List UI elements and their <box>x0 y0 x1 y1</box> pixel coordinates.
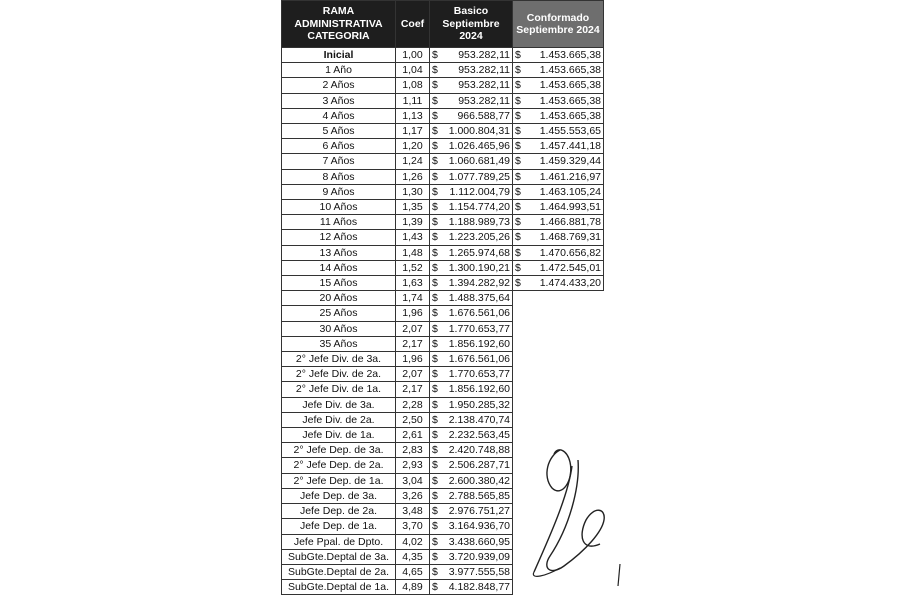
table-row <box>282 382 604 397</box>
cell-category: 30 Años <box>282 321 396 336</box>
currency-symbol: $ <box>515 64 521 77</box>
currency-symbol: $ <box>432 565 438 578</box>
currency-symbol: $ <box>432 201 438 214</box>
cell-category: 7 Años <box>282 154 396 169</box>
currency-symbol: $ <box>515 261 521 274</box>
currency-symbol: $ <box>432 444 438 457</box>
cell-category: 11 Años <box>282 215 396 230</box>
cell-conformado <box>513 139 604 154</box>
basico-value: 3.977.555,58 <box>448 565 510 578</box>
table-header-row <box>282 1 604 48</box>
cell-coef: 4,35 <box>396 549 430 564</box>
cell-category: 20 Años <box>282 291 396 306</box>
cell-basico <box>430 321 513 336</box>
cell-basico <box>430 276 513 291</box>
currency-symbol: $ <box>432 140 438 153</box>
cell-basico <box>430 352 513 367</box>
currency-symbol: $ <box>515 185 521 198</box>
cell-basico <box>430 63 513 78</box>
cell-coef: 2,28 <box>396 397 430 412</box>
cell-conformado <box>513 215 604 230</box>
conformado-value: 1.468.769,31 <box>539 231 601 244</box>
cell-empty <box>513 352 604 367</box>
cell-basico <box>430 397 513 412</box>
currency-symbol: $ <box>432 307 438 320</box>
currency-symbol: $ <box>515 94 521 107</box>
currency-symbol: $ <box>432 368 438 381</box>
cell-coef: 1,96 <box>396 306 430 321</box>
basico-value: 4.182.848,77 <box>448 581 510 594</box>
cell-coef: 1,35 <box>396 200 430 215</box>
cell-coef: 1,04 <box>396 63 430 78</box>
currency-symbol: $ <box>432 125 438 138</box>
conformado-value: 1.455.553,65 <box>539 125 601 138</box>
currency-symbol: $ <box>432 398 438 411</box>
cell-coef: 1,63 <box>396 276 430 291</box>
cell-basico <box>430 519 513 534</box>
cell-category: 8 Años <box>282 169 396 184</box>
conformado-value: 1.453.665,38 <box>539 49 601 61</box>
currency-symbol: $ <box>432 277 438 290</box>
cell-category: 2° Jefe Div. de 1a. <box>282 382 396 397</box>
cell-category: 2 Años <box>282 78 396 93</box>
cell-conformado <box>513 276 604 291</box>
basico-value: 1.077.789,25 <box>448 170 510 183</box>
cell-coef: 3,26 <box>396 488 430 503</box>
basico-value: 1.856.192,60 <box>448 337 510 350</box>
cell-coef: 1,39 <box>396 215 430 230</box>
table-row <box>282 108 604 123</box>
cell-empty <box>513 397 604 412</box>
currency-symbol: $ <box>432 79 438 92</box>
cell-coef: 1,26 <box>396 169 430 184</box>
cell-basico <box>430 78 513 93</box>
basico-value: 1.676.561,06 <box>448 307 510 320</box>
currency-symbol: $ <box>432 474 438 487</box>
table-row <box>282 78 604 93</box>
basico-value: 3.720.939,09 <box>448 550 510 563</box>
table-row <box>282 260 604 275</box>
currency-symbol: $ <box>432 155 438 168</box>
table-row <box>282 367 604 382</box>
cell-conformado <box>513 48 604 63</box>
cell-conformado <box>513 230 604 245</box>
cell-conformado <box>513 169 604 184</box>
currency-symbol: $ <box>432 520 438 533</box>
cell-coef: 2,83 <box>396 443 430 458</box>
basico-value: 2.232.563,45 <box>448 429 510 442</box>
cell-category: 35 Años <box>282 336 396 351</box>
cell-empty <box>513 321 604 336</box>
table-row <box>282 184 604 199</box>
basico-value: 1.856.192,60 <box>448 383 510 396</box>
header-category: RAMA ADMINISTRATIVA CATEGORIA <box>282 1 396 48</box>
table-row <box>282 276 604 291</box>
header-coef: Coef <box>396 1 430 48</box>
currency-symbol: $ <box>432 581 438 594</box>
currency-symbol: $ <box>515 170 521 183</box>
basico-value: 953.282,11 <box>458 49 510 61</box>
table-row <box>282 124 604 139</box>
currency-symbol: $ <box>432 185 438 198</box>
currency-symbol: $ <box>432 535 438 548</box>
cell-basico <box>430 108 513 123</box>
header-conformado: Conformado Septiembre 2024 <box>513 1 604 48</box>
cell-category: 3 Años <box>282 93 396 108</box>
cell-conformado <box>513 154 604 169</box>
cell-category: 2° Jefe Div. de 3a. <box>282 352 396 367</box>
cell-coef: 4,89 <box>396 580 430 595</box>
table-row <box>282 245 604 260</box>
currency-symbol: $ <box>432 505 438 518</box>
cell-category: 2° Jefe Dep. de 2a. <box>282 458 396 473</box>
cell-basico <box>430 200 513 215</box>
cell-basico <box>430 549 513 564</box>
currency-symbol: $ <box>432 292 438 305</box>
cell-coef: 2,61 <box>396 428 430 443</box>
cell-basico <box>430 48 513 63</box>
basico-value: 1.000.804,31 <box>448 125 510 138</box>
currency-symbol: $ <box>432 231 438 244</box>
cell-basico <box>430 291 513 306</box>
cell-category: 13 Años <box>282 245 396 260</box>
cell-conformado <box>513 260 604 275</box>
cell-conformado <box>513 63 604 78</box>
cell-category: 1 Año <box>282 63 396 78</box>
cell-category: Jefe Ppal. de Dpto. <box>282 534 396 549</box>
table-row <box>282 321 604 336</box>
cell-basico <box>430 260 513 275</box>
cell-basico <box>430 124 513 139</box>
currency-symbol: $ <box>515 216 521 229</box>
currency-symbol: $ <box>432 337 438 350</box>
currency-symbol: $ <box>432 489 438 502</box>
conformado-value: 1.464.993,51 <box>539 201 601 214</box>
table-row <box>282 169 604 184</box>
cell-basico <box>430 367 513 382</box>
conformado-value: 1.472.545,01 <box>539 261 601 274</box>
cell-basico <box>430 154 513 169</box>
basico-value: 966.588,77 <box>457 109 510 122</box>
basico-value: 2.788.565,85 <box>448 489 510 502</box>
handwritten-signature <box>520 436 630 586</box>
cell-category: 12 Años <box>282 230 396 245</box>
basico-value: 1.770.653,77 <box>448 368 510 381</box>
cell-coef: 1,24 <box>396 154 430 169</box>
cell-empty <box>513 291 604 306</box>
basico-value: 1.300.190,21 <box>448 261 510 274</box>
header-basico: Basico Septiembre 2024 <box>430 1 513 48</box>
cell-empty <box>513 336 604 351</box>
cell-coef: 2,50 <box>396 412 430 427</box>
cell-basico <box>430 458 513 473</box>
cell-basico <box>430 488 513 503</box>
cell-coef: 3,04 <box>396 473 430 488</box>
basico-value: 1.026.465,96 <box>448 140 510 153</box>
cell-coef: 1,43 <box>396 230 430 245</box>
conformado-value: 1.470.656,82 <box>539 246 601 259</box>
cell-category: 15 Años <box>282 276 396 291</box>
cell-category: Jefe Div. de 2a. <box>282 412 396 427</box>
currency-symbol: $ <box>432 246 438 259</box>
cell-basico <box>430 580 513 595</box>
table-row <box>282 139 604 154</box>
basico-value: 2.506.287,71 <box>448 459 510 472</box>
cell-coef: 1,08 <box>396 78 430 93</box>
cell-coef: 1,30 <box>396 184 430 199</box>
basico-value: 1.188.989,73 <box>448 216 510 229</box>
cell-category: SubGte.Deptal de 3a. <box>282 549 396 564</box>
table-row <box>282 93 604 108</box>
cell-empty <box>513 412 604 427</box>
currency-symbol: $ <box>515 49 521 61</box>
currency-symbol: $ <box>515 155 521 168</box>
cell-coef: 2,07 <box>396 367 430 382</box>
cell-category: Inicial <box>282 48 396 63</box>
conformado-value: 1.453.665,38 <box>539 109 601 122</box>
cell-conformado <box>513 184 604 199</box>
table-row <box>282 215 604 230</box>
cell-category: Jefe Div. de 3a. <box>282 397 396 412</box>
cell-coef: 2,93 <box>396 458 430 473</box>
table-row <box>282 306 604 321</box>
cell-category: 5 Años <box>282 124 396 139</box>
currency-symbol: $ <box>432 49 438 61</box>
cell-empty <box>513 367 604 382</box>
currency-symbol: $ <box>515 277 521 290</box>
basico-value: 1.676.561,06 <box>448 353 510 366</box>
cell-category: SubGte.Deptal de 1a. <box>282 580 396 595</box>
cell-basico <box>430 215 513 230</box>
basico-value: 1.950.285,32 <box>448 398 510 411</box>
cell-basico <box>430 428 513 443</box>
cell-category: 2° Jefe Div. de 2a. <box>282 367 396 382</box>
table-row <box>282 352 604 367</box>
cell-coef: 1,13 <box>396 108 430 123</box>
conformado-value: 1.453.665,38 <box>539 94 601 107</box>
cell-coef: 2,17 <box>396 336 430 351</box>
currency-symbol: $ <box>515 109 521 122</box>
currency-symbol: $ <box>515 246 521 259</box>
cell-coef: 1,74 <box>396 291 430 306</box>
currency-symbol: $ <box>432 413 438 426</box>
basico-value: 953.282,11 <box>458 64 510 77</box>
currency-symbol: $ <box>432 109 438 122</box>
currency-symbol: $ <box>432 429 438 442</box>
cell-basico <box>430 306 513 321</box>
cell-coef: 1,48 <box>396 245 430 260</box>
cell-category: 4 Años <box>282 108 396 123</box>
basico-value: 1.770.653,77 <box>448 322 510 335</box>
conformado-value: 1.453.665,38 <box>539 64 601 77</box>
cell-basico <box>430 443 513 458</box>
cell-coef: 1,17 <box>396 124 430 139</box>
table-row <box>282 48 604 63</box>
cell-category: 10 Años <box>282 200 396 215</box>
cell-empty <box>513 382 604 397</box>
cell-basico <box>430 169 513 184</box>
cell-coef: 1,11 <box>396 93 430 108</box>
basico-value: 1.488.375,64 <box>448 292 510 305</box>
basico-value: 2.138.470,74 <box>448 413 510 426</box>
cell-coef: 1,96 <box>396 352 430 367</box>
basico-value: 1.223.205,26 <box>448 231 510 244</box>
cell-category: 6 Años <box>282 139 396 154</box>
table-row <box>282 336 604 351</box>
basico-value: 1.394.282,92 <box>448 277 510 290</box>
basico-value: 953.282,11 <box>458 79 510 92</box>
cell-basico <box>430 473 513 488</box>
table-row <box>282 291 604 306</box>
basico-value: 953.282,11 <box>458 94 510 107</box>
currency-symbol: $ <box>432 550 438 563</box>
cell-basico <box>430 93 513 108</box>
currency-symbol: $ <box>432 170 438 183</box>
basico-value: 3.164.936,70 <box>448 520 510 533</box>
cell-category: SubGte.Deptal de 2a. <box>282 564 396 579</box>
cell-coef: 2,07 <box>396 321 430 336</box>
conformado-value: 1.474.433,20 <box>539 277 601 290</box>
cell-basico <box>430 382 513 397</box>
cell-coef: 3,48 <box>396 504 430 519</box>
cell-conformado <box>513 108 604 123</box>
currency-symbol: $ <box>432 216 438 229</box>
cell-basico <box>430 534 513 549</box>
cell-coef: 4,65 <box>396 564 430 579</box>
cell-category: Jefe Div. de 1a. <box>282 428 396 443</box>
cell-basico <box>430 412 513 427</box>
cell-basico <box>430 230 513 245</box>
cell-conformado <box>513 200 604 215</box>
cell-category: Jefe Dep. de 2a. <box>282 504 396 519</box>
table-row <box>282 397 604 412</box>
cell-category: Jefe Dep. de 1a. <box>282 519 396 534</box>
cell-category: 2° Jefe Dep. de 3a. <box>282 443 396 458</box>
conformado-value: 1.459.329,44 <box>539 155 601 168</box>
cell-coef: 1,20 <box>396 139 430 154</box>
cell-conformado <box>513 245 604 260</box>
currency-symbol: $ <box>515 125 521 138</box>
currency-symbol: $ <box>515 201 521 214</box>
currency-symbol: $ <box>432 322 438 335</box>
cell-basico <box>430 139 513 154</box>
basico-value: 2.420.748,88 <box>448 444 510 457</box>
cell-category: 25 Años <box>282 306 396 321</box>
conformado-value: 1.466.881,78 <box>539 216 601 229</box>
cell-basico <box>430 245 513 260</box>
cell-basico <box>430 504 513 519</box>
basico-value: 1.154.774,20 <box>448 201 510 214</box>
cell-basico <box>430 184 513 199</box>
conformado-value: 1.457.441,18 <box>539 140 601 153</box>
cell-coef: 2,17 <box>396 382 430 397</box>
cell-category: 9 Años <box>282 184 396 199</box>
currency-symbol: $ <box>432 459 438 472</box>
conformado-value: 1.463.105,24 <box>539 185 601 198</box>
conformado-value: 1.461.216,97 <box>539 170 601 183</box>
cell-empty <box>513 306 604 321</box>
table-row <box>282 200 604 215</box>
currency-symbol: $ <box>515 231 521 244</box>
cell-conformado <box>513 93 604 108</box>
currency-symbol: $ <box>432 261 438 274</box>
cell-conformado <box>513 124 604 139</box>
table-row <box>282 412 604 427</box>
cell-coef: 3,70 <box>396 519 430 534</box>
cell-coef: 4,02 <box>396 534 430 549</box>
cell-category: 14 Años <box>282 260 396 275</box>
currency-symbol: $ <box>432 353 438 366</box>
currency-symbol: $ <box>515 140 521 153</box>
cell-basico <box>430 336 513 351</box>
currency-symbol: $ <box>432 383 438 396</box>
currency-symbol: $ <box>515 79 521 92</box>
cell-coef: 1,00 <box>396 48 430 63</box>
basico-value: 1.112.004,79 <box>449 185 510 198</box>
cell-coef: 1,52 <box>396 260 430 275</box>
table-row <box>282 63 604 78</box>
currency-symbol: $ <box>432 94 438 107</box>
cell-category: Jefe Dep. de 3a. <box>282 488 396 503</box>
currency-symbol: $ <box>432 64 438 77</box>
cell-conformado <box>513 78 604 93</box>
basico-value: 1.060.681,49 <box>448 155 510 168</box>
basico-value: 3.438.660,95 <box>448 535 510 548</box>
conformado-value: 1.453.665,38 <box>539 79 601 92</box>
cell-basico <box>430 564 513 579</box>
cell-category: 2° Jefe Dep. de 1a. <box>282 473 396 488</box>
basico-value: 2.976.751,27 <box>448 505 510 518</box>
basico-value: 2.600.380,42 <box>448 474 510 487</box>
basico-value: 1.265.974,68 <box>448 246 510 259</box>
table-row <box>282 154 604 169</box>
table-row <box>282 230 604 245</box>
